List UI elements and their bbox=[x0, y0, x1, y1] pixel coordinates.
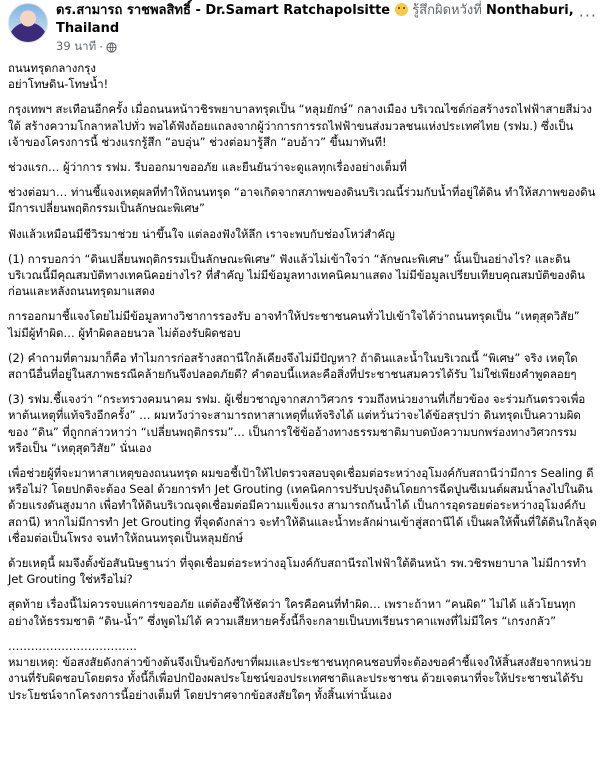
post-menu-icon[interactable]: ··· bbox=[578, 6, 597, 25]
paragraph-point-2: (2) คำถามที่ตามมาก็คือ ทำไมการก่อสร้างสถานีใกล้เคียงจึงไม่มีปัญหา? ถ้าดินและน้ำในบริเวณนี้ “พิเศษ” จริง เหตุใดสถานีอื่นที่อยู่ในสภาพธรณีคล้ายกันจึงปลอดภัยดี? คำตอบนี้แหละคือสิ่งที่ประชาชนสมควรได้รับ ไม่ใช่เพียงคำพูดลอยๆ bbox=[8, 350, 578, 382]
post-title-line-1: ถนนทรุดกลางกรุง bbox=[8, 61, 96, 75]
paragraph-conclusion: สุดท้าย เรื่องนี้ไม่ควรจบแค่การขออภัย แต่ต้องชี้ให้ชัดว่า ใครคือคนที่ทำผิด… เพราะถ้าหา “คนผิด” ไม่ได้ แล้วโยนทุกอย่างให้ธรรมชาติ “ดิน-น้ำ” ซึ่งพูดไม่ได้ ความเสียหายครั้งนี้ก็จะกลายเป็นบทเรียนราคาแพงที่ไม่มีใคร “เกรงกลัว” bbox=[8, 597, 576, 628]
separator-line: ……………………………. bbox=[8, 638, 137, 653]
post-header bbox=[8, 0, 597, 60]
author-line bbox=[56, 2, 596, 38]
globe-icon bbox=[106, 42, 117, 53]
paragraph-first-phase: ช่วงแรก… ผู้ว่าการ รฟม. รีบออกมาขออภัย และยืนยันว่าจะดูแลทุกเรื่องอย่างเต็มที่ bbox=[8, 160, 407, 175]
paragraph-hypothesis: ด้วยเหตุนี้ ผมจึงตั้งข้อสันนิษฐานว่า ที่จุดเชื่อมต่อระหว่างอุโมงค์กับสถานีรถไฟฟ้าใต้ดินหน้า รพ.วชิรพยาบาล ไม่มีการทำ Jet Grouting ใช่หรือไม่? bbox=[8, 556, 587, 587]
post-title-line-2: อย่าโทษดิน-โทษน้ำ! bbox=[8, 77, 109, 92]
paragraph-later-phase: ช่วงต่อมา… ท่านชี้แจงเหตุผลที่ทำให้ถนนทรุด “อาจเกิดจากสภาพของดินบริเวณนี้ร่วมกับน้ำที่อยู่ใต้ดิน ทำให้สภาพของดินมีการเปลี่ยนพฤติกรรมเป็นลักษณะพิเศษ” bbox=[8, 185, 596, 216]
paragraph-point-1: (1) การบอกว่า “ดินเปลี่ยนพฤติกรรมเป็นลักษณะพิเศษ” ฟังแล้วไม่เข้าใจว่า “ลักษณะพิเศษ” นั้นเป็นอย่างไร? และดินบริเวณนี้มีคุณสมบัติทางเทคนิคอย่างไร? ที่สำคัญ ไม่มีข้อมูลทางเทคนิคมาแสดง ไม่มีข้อมูลเปรียบเทียบคุณสมบัติของดินก่อนและหลังถนนทรุดมาแสดง bbox=[8, 251, 585, 299]
meta-dot: · bbox=[99, 40, 103, 54]
paragraph-loophole: ฟังแล้วเหมือนมีชีวิรมาช่วย น่าขึ้นใจ แต่ลองฟังให้ลึก เราจะพบกับช่องโหว่สำคัญ bbox=[8, 226, 395, 241]
post-meta bbox=[56, 38, 596, 56]
paragraph-intro: กรุงเทพฯ สะเทือนอีกครั้ง เมื่อถนนหน้าวชิรพยาบาลทรุดเป็น “หลุมยักษ์” กลางเมือง บริเวณไซต์ก่อสร้างรถไฟฟ้าสายสีม่วงใต้ สร้างความโกลาหลไปทั่ว พอได้ฟังถ้อยแถลงจากผู้ว่าการการรถไฟฟ้าขนส่งมวลชนแห่งประเทศไทย (รฟม.) ซึ่งเป็นเจ้าของโครงการนี้ ช่วงแรกรู้สึก “อบอุ่น” ช่วงต่อมารู้สึก “อบอ้าว” ขึ้นมาทันที! bbox=[8, 102, 592, 149]
post-timestamp[interactable]: 39 นาที bbox=[56, 39, 97, 53]
post-body bbox=[8, 60, 597, 703]
location-link[interactable]: Nonthaburi, Thailand bbox=[56, 3, 574, 36]
paragraph-point-3: (3) รฟม.ชี้แจงว่า “กระทรวงคมนาคม รฟม. ผู้เชี่ยวชาญจากสภาวิศวกร รวมถึงหน่วยงานที่เกี่ยวข้อง จะร่วมกันตรวจเพื่อหาต้นเหตุที่แท้จริงอีกครั้ง” … ผมหวังว่าจะสามารถหาสาเหตุที่แท้จริงได้ แต่หวั่นว่าจะได้ข้อสรุปว่า ดินทรุดเป็นความผิดของ “ดิน” ที่ถูกกล่าวหาว่า “เปลี่ยนพฤติกรรม”… เป็นการใช้ข้ออ้างทางธรรมชาติมาบดบังความบกพร่องทางวิศวกรรม หรือเป็น “เหตุสุดวิสัย” นั่นเอง bbox=[8, 392, 586, 455]
paragraph-point-1-note: การออกมาชี้แจงโดยไม่มีข้อมูลทางวิชาการรองรับ อาจทำให้ประชาชนคนทั่วไปเข้าใจได้ว่าถนนทรุดเป็น “เหตุสุดวิสัย” ไม่มีผู้ทำผิด… ผู้ทำผิดลอยนวล ไม่ต้องรับผิดชอบ bbox=[8, 309, 580, 340]
author-avatar[interactable] bbox=[8, 3, 48, 43]
disappointed-face-emoji-icon bbox=[395, 3, 408, 16]
paragraph-footnote: หมายเหตุ: ข้อสงสัยดังกล่าวข้างต้นจึงเป็นข้อกังขาที่ผมและประชาชนทุกคนชอบที่จะต้องขอคำชี้แจงให้สิ้นสงสัยจากหน่วยงานที่รับผิดชอบโดยตรง ทั้งนี้ก็เพื่อปกป้องผลประโยชน์ของประเทศชาติและประชาชน ด้วยเจตนาที่จะให้ประชาชนได้รับประโยชน์จากโครงการนี้อย่างเต็มที่ โดยปราศจากข้อสงสัยใดๆ ทั้งสิ้นเท่านั้นเอง bbox=[8, 655, 592, 702]
author-name[interactable]: ดร.สามารถ ราชพลสิทธิ์ - Dr.Samart Ratchapolsitte bbox=[56, 3, 391, 18]
paragraph-jet-grouting: เพื่อช่วยผู้ที่จะมาหาสาเหตุของถนนทรุด ผมขอชี้เป้าให้ไปตรวจสอบจุดเชื่อมต่อระหว่างอุโมงค์กับสถานีว่ามีการ Sealing ดีหรือไม่? โดยปกติจะต้อง Seal ด้วยการทำ Jet Grouting (เทคนิคการปรับปรุงดินโดยการฉีดปูนซีเมนต์ผสมน้ำลงไปในดินด้วยแรงดันสูงมาก เพื่อทำให้ดินบริเวณจุดเชื่อมต่อมีความแข็งแรง สามารถกันน้ำได้ เป็นการอุดรอยต่อระหว่างอุโมงค์กับสถานี) หากไม่มีการทำ Jet Grouting ที่จุดดังกล่าว จะทำให้ดินและน้ำทะลักผ่านเข้าสู่สถานีได้ เป็นผลให้พื้นที่ใต้ดินใกล้จุดเชื่อมต่อเป็นโพรง จนทำให้ถนนทรุดเป็นหลุมยักษ์ bbox=[8, 466, 597, 545]
author-block bbox=[56, 2, 596, 56]
feeling-text: รู้สึกผิดหวังที่ bbox=[412, 3, 486, 18]
